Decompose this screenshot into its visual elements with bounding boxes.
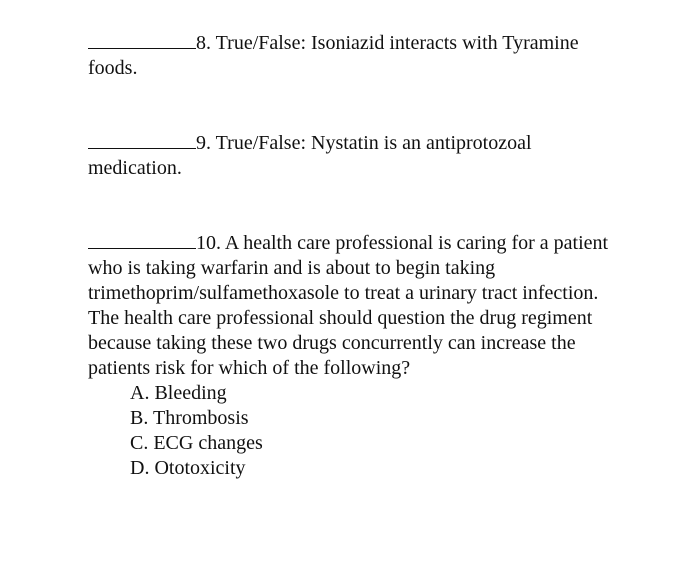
question-10-line-5: because taking these two drugs concurrently can increase the bbox=[88, 332, 576, 354]
question-10-line-6: patients risk for which of the following? bbox=[88, 357, 411, 379]
answer-blank-10[interactable] bbox=[88, 230, 196, 249]
question-10-line-3: trimethoprim/sulfamethoxasole to treat a urinary tract infection. bbox=[88, 282, 599, 304]
answer-blank-8[interactable] bbox=[88, 30, 196, 49]
option-a[interactable]: A. Bleeding bbox=[130, 382, 227, 404]
question-8-line-2: foods. bbox=[88, 57, 138, 79]
question-10 bbox=[88, 230, 668, 481]
question-10-line-2: who is taking warfarin and is about to begin taking bbox=[88, 257, 496, 279]
question-9-line-2: medication. bbox=[88, 157, 182, 179]
option-b[interactable]: B. Thrombosis bbox=[130, 407, 249, 429]
question-9-text-1: 9. True/False: Nystatin is an antiprotozoal bbox=[196, 132, 532, 154]
question-10-line-1 bbox=[88, 230, 668, 256]
answer-blank-9[interactable] bbox=[88, 130, 196, 149]
answer-options bbox=[88, 381, 668, 481]
question-8-text-1: 8. True/False: Isoniazid interacts with Tyramine bbox=[196, 32, 579, 54]
option-d[interactable]: D. Ototoxicity bbox=[130, 457, 246, 479]
question-10-line-4: The health care professional should question the drug regiment bbox=[88, 307, 593, 329]
question-8-line-1 bbox=[88, 30, 668, 56]
option-c[interactable]: C. ECG changes bbox=[130, 432, 263, 454]
question-9 bbox=[88, 130, 668, 181]
question-9-line-1 bbox=[88, 130, 668, 156]
question-10-text-1: 10. A health care professional is caring for a patient bbox=[196, 232, 609, 254]
question-8 bbox=[88, 30, 668, 81]
